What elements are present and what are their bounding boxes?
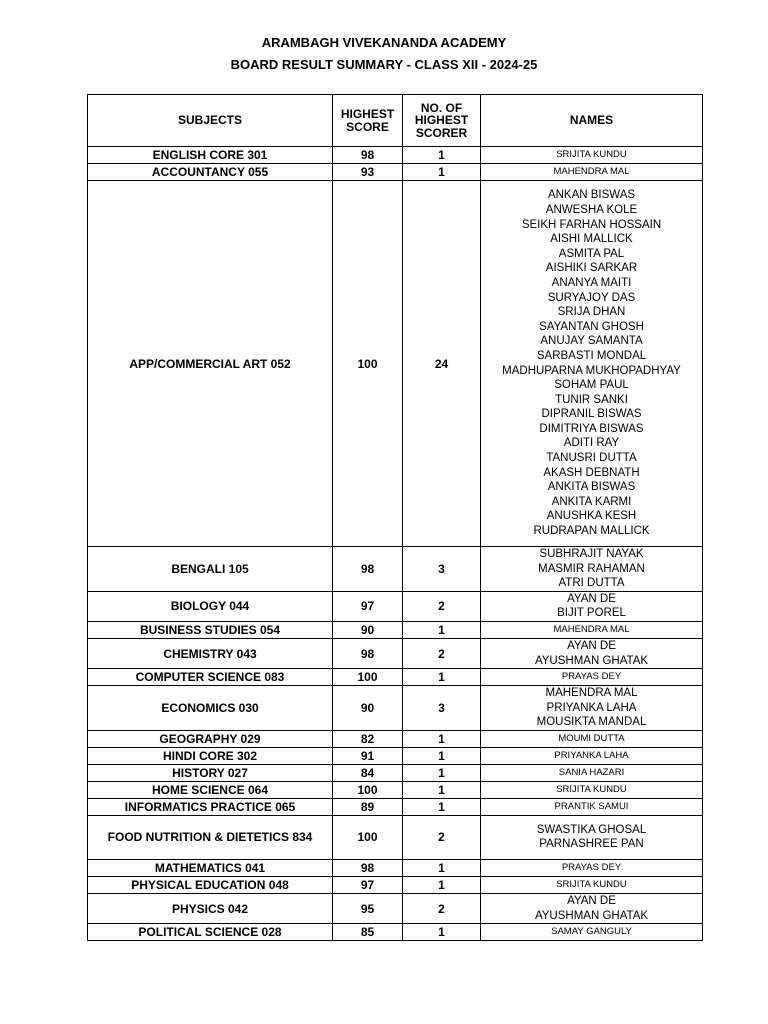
names-cell — [481, 686, 703, 731]
table-row — [88, 669, 703, 686]
scorer-name: ANUSHKA KESH — [546, 510, 637, 523]
scorer-name: RUDRAPAN MALLICK — [533, 525, 650, 538]
table-row — [88, 730, 703, 747]
scorer-count-cell: 1 — [403, 781, 481, 798]
scorer-name: ANKITA BISWAS — [547, 481, 636, 494]
table-row — [88, 147, 703, 164]
names-cell — [481, 547, 703, 592]
highest-score-cell: 100 — [333, 669, 403, 686]
subject-cell: BUSINESS STUDIES 054 — [88, 621, 333, 638]
subject-cell: COMPUTER SCIENCE 083 — [88, 669, 333, 686]
scorer-name: MOUSIKTA MANDAL — [536, 716, 647, 729]
highest-score-cell: 85 — [333, 924, 403, 941]
subject-cell: BENGALI 105 — [88, 547, 333, 592]
scorer-name: ATRI DUTTA — [558, 577, 625, 590]
scorer-name: MOUMI DUTTA — [558, 732, 625, 744]
subject-cell: CHEMISTRY 043 — [88, 638, 333, 668]
scorer-name: SAMAY GANGULY — [551, 925, 632, 937]
table-row — [88, 924, 703, 941]
scorer-name: SRIJA DHAN — [557, 306, 626, 319]
col-header-no-of-highest-scorer: NO. OF HIGHEST SCORER — [403, 95, 481, 147]
names-cell — [481, 147, 703, 164]
scorer-name: TUNIR SANKI — [555, 393, 628, 406]
subject-cell: APP/COMMERCIAL ART 052 — [88, 181, 333, 547]
scorer-count-cell: 2 — [403, 638, 481, 668]
scorer-name: AYAN DE — [567, 592, 616, 605]
names-cell — [481, 638, 703, 668]
scorer-name: PARNASHREE PAN — [539, 838, 644, 851]
highest-score-cell: 90 — [333, 621, 403, 638]
scorer-name: AYAN DE — [567, 639, 616, 652]
subject-cell: INFORMATICS PRACTICE 065 — [88, 798, 333, 815]
highest-score-cell: 93 — [333, 164, 403, 181]
scorer-count-cell: 3 — [403, 547, 481, 592]
scorer-name: SEIKH FARHAN HOSSAIN — [521, 218, 662, 231]
header-row — [88, 95, 703, 147]
highest-score-cell: 91 — [333, 747, 403, 764]
scorer-name: SARBASTI MONDAL — [536, 349, 647, 362]
scorer-name: SRIJITA KUNDU — [556, 878, 627, 890]
scorer-name: AKASH DEBNATH — [543, 466, 640, 479]
subject-cell: HOME SCIENCE 064 — [88, 781, 333, 798]
scorer-name: SWASTIKA GHOSAL — [536, 823, 647, 836]
scorer-count-cell: 1 — [403, 876, 481, 893]
names-cell — [481, 815, 703, 859]
scorer-name: MAHENDRA MAL — [553, 623, 630, 635]
table-row — [88, 798, 703, 815]
scorer-count-cell: 2 — [403, 893, 481, 923]
names-cell — [481, 764, 703, 781]
scorer-name: ANWESHA KOLE — [545, 203, 638, 216]
names-cell — [481, 798, 703, 815]
report-title: BOARD RESULT SUMMARY - CLASS XII - 2024-25 — [230, 57, 538, 72]
names-cell — [481, 876, 703, 893]
highest-score-cell: 98 — [333, 147, 403, 164]
subject-cell: POLITICAL SCIENCE 028 — [88, 924, 333, 941]
scorer-count-cell: 2 — [403, 815, 481, 859]
col-header-names: NAMES — [481, 95, 703, 147]
subject-cell: PHYSICS 042 — [88, 893, 333, 923]
scorer-name: ANKITA KARMI — [551, 495, 632, 508]
table-row — [88, 621, 703, 638]
col-header-highest-score: HIGHEST SCORE — [333, 95, 403, 147]
scorer-name: PRIYANKA LAHA — [546, 701, 637, 714]
scorer-name: BIJIT POREL — [557, 607, 626, 620]
subject-cell: HINDI CORE 302 — [88, 747, 333, 764]
highest-score-cell: 100 — [333, 181, 403, 547]
highest-score-cell: 90 — [333, 686, 403, 731]
scorer-count-cell: 1 — [403, 669, 481, 686]
scorer-name: ASMITA PAL — [558, 247, 625, 260]
table-row — [88, 815, 703, 859]
highest-score-cell: 84 — [333, 764, 403, 781]
names-cell — [481, 859, 703, 876]
scorer-name: SRIJITA KUNDU — [556, 148, 627, 160]
table-row — [88, 164, 703, 181]
names-cell — [481, 781, 703, 798]
names-cell — [481, 893, 703, 923]
scorer-name: MAHENDRA MAL — [545, 687, 638, 700]
scorer-name: TANUSRI DUTTA — [546, 452, 637, 465]
scorer-count-cell: 1 — [403, 924, 481, 941]
scorer-name: SAYANTAN GHOSH — [539, 320, 644, 333]
names-cell — [481, 181, 703, 547]
scorer-name: ANUJAY SAMANTA — [540, 335, 643, 348]
scorer-name: MASMIR RAHAMAN — [538, 562, 645, 575]
table-row — [88, 638, 703, 668]
table-row — [88, 893, 703, 923]
scorer-count-cell: 1 — [403, 764, 481, 781]
highest-score-cell: 100 — [333, 815, 403, 859]
names-cell — [481, 669, 703, 686]
table-row — [88, 859, 703, 876]
highest-score-cell: 98 — [333, 638, 403, 668]
names-cell — [481, 621, 703, 638]
scorer-name: SUBHRAJIT NAYAK — [539, 548, 644, 560]
highest-score-cell: 98 — [333, 547, 403, 592]
names-cell — [481, 730, 703, 747]
subject-cell: MATHEMATICS 041 — [88, 859, 333, 876]
scorer-count-cell: 1 — [403, 164, 481, 181]
scorer-count-cell: 1 — [403, 730, 481, 747]
scorer-count-cell: 24 — [403, 181, 481, 547]
table-row — [88, 591, 703, 621]
scorer-name: AISHI MALLICK — [550, 233, 633, 246]
highest-score-cell: 98 — [333, 859, 403, 876]
table-row — [88, 764, 703, 781]
scorer-name: MADHUPARNA MUKHOPADHYAY — [502, 364, 681, 377]
subject-cell: ACCOUNTANCY 055 — [88, 164, 333, 181]
scorer-name: ADITI RAY — [563, 437, 620, 450]
subject-cell: HISTORY 027 — [88, 764, 333, 781]
scorer-name: SANIA HAZARI — [558, 766, 625, 778]
scorer-count-cell: 2 — [403, 591, 481, 621]
highest-score-cell: 95 — [333, 893, 403, 923]
subject-cell: FOOD NUTRITION & DIETETICS 834 — [88, 815, 333, 859]
school-name: ARAMBAGH VIVEKANANDA ACADEMY — [261, 35, 507, 50]
table-row — [88, 747, 703, 764]
scorer-count-cell: 3 — [403, 686, 481, 731]
scorer-count-cell: 1 — [403, 747, 481, 764]
subject-cell: ENGLISH CORE 301 — [88, 147, 333, 164]
scorer-name: PRIYANKA LAHA — [554, 749, 629, 761]
names-cell — [481, 164, 703, 181]
result-table — [87, 94, 703, 941]
scorer-name: ANKAN BISWAS — [547, 189, 636, 202]
subject-cell: ECONOMICS 030 — [88, 686, 333, 731]
scorer-name: DIPRANIL BISWAS — [541, 408, 642, 421]
scorer-name: AISHIKI SARKAR — [545, 262, 638, 275]
table-row — [88, 181, 703, 547]
scorer-name: AYUSHMAN GHATAK — [534, 654, 649, 667]
scorer-name: ANANYA MAITI — [551, 276, 632, 289]
subject-cell: BIOLOGY 044 — [88, 591, 333, 621]
names-cell — [481, 924, 703, 941]
subject-cell: PHYSICAL EDUCATION 048 — [88, 876, 333, 893]
scorer-count-cell: 1 — [403, 147, 481, 164]
names-cell — [481, 747, 703, 764]
scorer-name: AYUSHMAN GHATAK — [534, 909, 649, 922]
scorer-name: SOHAM PAUL — [554, 379, 629, 392]
scorer-name: SRIJITA KUNDU — [556, 783, 627, 795]
scorer-name: PRAYAS DEY — [561, 861, 622, 873]
highest-score-cell: 89 — [333, 798, 403, 815]
scorer-name: PRAYAS DEY — [561, 670, 622, 682]
table-row — [88, 686, 703, 731]
highest-score-cell: 100 — [333, 781, 403, 798]
scorer-count-cell: 1 — [403, 621, 481, 638]
scorer-name: DIMITRIYA BISWAS — [539, 422, 644, 435]
table-row — [88, 547, 703, 592]
scorer-name: PRANTIK SAMUI — [554, 800, 629, 812]
highest-score-cell: 97 — [333, 876, 403, 893]
subject-cell: GEOGRAPHY 029 — [88, 730, 333, 747]
highest-score-cell: 82 — [333, 730, 403, 747]
scorer-name: MAHENDRA MAL — [553, 165, 630, 177]
scorer-name: AYAN DE — [567, 894, 616, 907]
scorer-count-cell: 1 — [403, 859, 481, 876]
highest-score-cell: 97 — [333, 591, 403, 621]
names-cell — [481, 591, 703, 621]
table-row — [88, 781, 703, 798]
scorer-name: SURYAJOY DAS — [547, 291, 636, 304]
col-header-subjects: SUBJECTS — [88, 95, 333, 147]
table-row — [88, 876, 703, 893]
scorer-count-cell: 1 — [403, 798, 481, 815]
